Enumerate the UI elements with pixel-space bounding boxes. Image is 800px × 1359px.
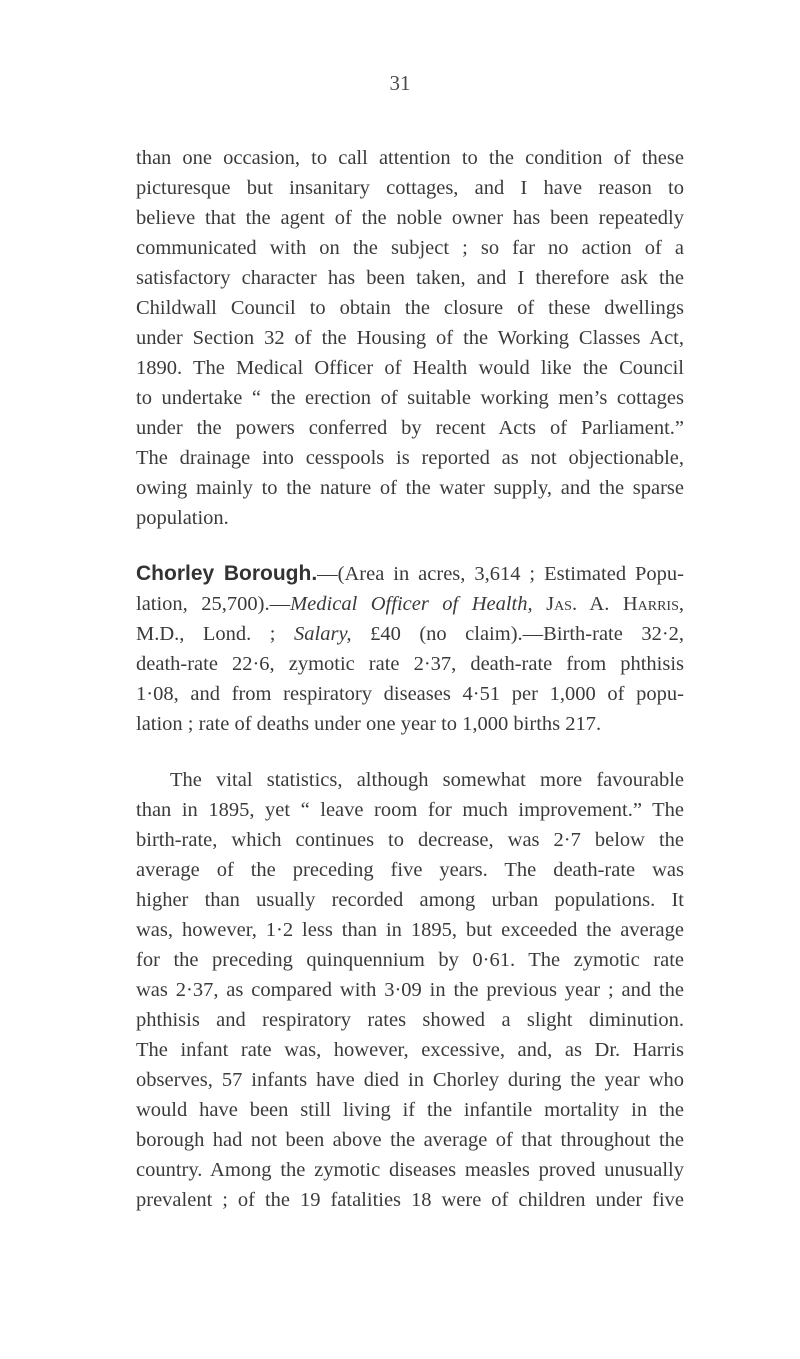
text-line: population. — [136, 507, 229, 529]
italic-title: Medical Officer of Health, — [290, 593, 533, 615]
text-line: borough had not been above the average of that throughout the — [136, 1129, 684, 1151]
text-line: under Section 32 of the Housing of the Working Classes Act, — [136, 327, 684, 349]
text-line: under the powers conferred by recent Acts of Parliament.” — [136, 417, 684, 439]
section-heading: Chorley Borough. — [136, 562, 318, 585]
officer-name: Jas. A. Harris, — [546, 593, 684, 615]
text-line: than one occasion, to call attention to the condition of these — [136, 147, 684, 169]
text-line: higher than usually recorded among urban populations. It — [136, 889, 684, 911]
text-line: phthisis and respiratory rates showed a slight diminution. — [136, 1009, 684, 1031]
text-line: average of the preceding five years. The death-rate was — [136, 859, 684, 881]
text-line: country. Among the zymotic diseases measles proved unusually — [136, 1159, 684, 1181]
text-line: would have been still living if the infantile mortality in the — [136, 1099, 684, 1121]
section-text: M.D., Lond. ; — [136, 623, 276, 645]
section-line — [136, 559, 684, 589]
text-line: to undertake “ the erection of suitable working men’s cottages — [136, 387, 684, 409]
text-line: believe that the agent of the noble owner has been repeatedly — [136, 207, 684, 229]
text-line: picturesque but insanitary cottages, and I have reason to — [136, 177, 684, 199]
section-text: —(Area in acres, 3,614 ; Estimated Popu- — [317, 563, 684, 585]
text-line: owing mainly to the nature of the water supply, and the sparse — [136, 477, 684, 499]
text-line: Childwall Council to obtain the closure of these dwellings — [136, 297, 684, 319]
section-text: £40 (no claim).—Birth-rate 32·2, — [370, 623, 685, 645]
section-text: lation, 25,700).— — [136, 593, 291, 615]
text-line: communicated with on the subject ; so far no action of a — [136, 237, 684, 259]
text-line: for the preceding quinquennium by 0·61. The zymotic rate — [136, 949, 684, 971]
section-line — [136, 589, 684, 619]
text-line: was 2·37, as compared with 3·09 in the previous year ; and the — [136, 979, 684, 1001]
italic-salary: Salary, — [294, 623, 352, 645]
text-line: The vital statistics, although somewhat more favourable — [170, 769, 684, 791]
page-number: 31 — [389, 71, 411, 95]
text-line: 1890. The Medical Officer of Health would like the Council — [136, 357, 684, 379]
section-line: death-rate 22·6, zymotic rate 2·37, death-rate from phthisis — [136, 653, 684, 675]
text-line: The drainage into cesspools is reported as not objectionable, — [136, 447, 684, 469]
text-line: The infant rate was, however, excessive, and, as Dr. Harris — [136, 1039, 684, 1061]
text-line: satisfactory character has been taken, and I therefore ask the — [136, 267, 684, 289]
text-line: observes, 57 infants have died in Chorley during the year who — [136, 1069, 684, 1091]
text-line: was, however, 1·2 less than in 1895, but exceeded the average — [136, 919, 684, 941]
text-line: prevalent ; of the 19 fatalities 18 were of children under five — [136, 1189, 684, 1211]
section-line: 1·08, and from respiratory diseases 4·51 per 1,000 of popu- — [136, 683, 684, 705]
text-line: birth-rate, which continues to decrease, was 2·7 below the — [136, 829, 684, 851]
section-line — [136, 619, 684, 649]
section-line: lation ; rate of deaths under one year to 1,000 births 217. — [136, 713, 602, 735]
text-line: than in 1895, yet “ leave room for much improvement.” The — [136, 799, 684, 821]
